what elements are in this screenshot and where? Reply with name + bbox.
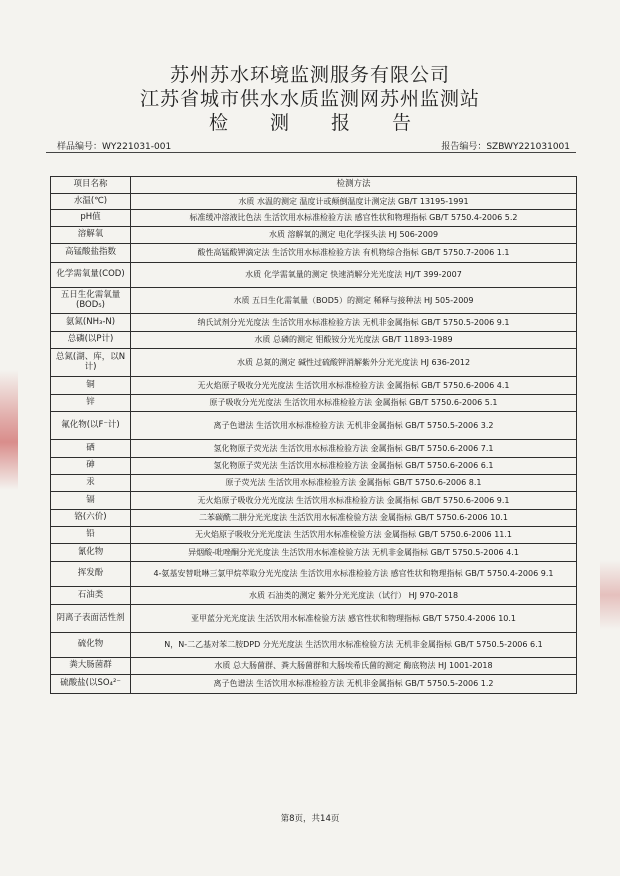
method-cell: 离子色谱法 生活饮用水标准检验方法 无机非金属指标 GB/T 5750.5-2006 3.2: [131, 412, 577, 440]
method-cell: 原子吸收分光光度法 生活饮用水标准检验方法 金属指标 GB/T 5750.6-2006 5.1: [131, 395, 577, 412]
method-cell: 水质 水温的测定 温度计或颠倒温度计测定法 GB/T 13195-1991: [131, 194, 577, 210]
method-cell: 水质 五日生化需氧量（BOD5）的测定 稀释与接种法 HJ 505-2009: [131, 288, 577, 314]
item-name-cell: 砷: [51, 458, 131, 475]
method-cell: 水质 石油类的测定 紫外分光光度法（试行） HJ 970-2018: [131, 587, 577, 605]
item-name-cell: 氰化物: [51, 544, 131, 562]
item-name-cell: 氟化物(以F⁻计): [51, 412, 131, 440]
sample-number: [57, 139, 171, 152]
table-row: [51, 562, 577, 587]
table-header-row: [51, 177, 577, 194]
table-row: [51, 633, 577, 658]
table-row: [51, 412, 577, 440]
report-number: [441, 139, 570, 152]
header-item-name: 项目名称: [51, 177, 131, 194]
method-cell: 水质 化学需氧量的测定 快速消解分光光度法 HJ/T 399-2007: [131, 263, 577, 288]
table-row: [51, 395, 577, 412]
table-row: [51, 349, 577, 377]
sample-number-value: WY221031-001: [102, 142, 172, 152]
table-row: [51, 458, 577, 475]
method-cell: 氢化物原子荧光法 生活饮用水标准检验方法 金属指标 GB/T 5750.6-2006 7.1: [131, 440, 577, 458]
item-name-cell: 硫酸盐(以SO₄²⁻: [51, 675, 131, 694]
item-name-cell: 硒: [51, 440, 131, 458]
item-name-cell: 石油类: [51, 587, 131, 605]
item-name-cell: 挥发酚: [51, 562, 131, 587]
item-name-cell: 铅: [51, 527, 131, 544]
document-title: 检测报告: [208, 112, 453, 134]
item-name-cell: 阴离子表面活性剂: [51, 605, 131, 633]
header-method: 检测方法: [131, 177, 577, 194]
item-name-cell: 硫化物: [51, 633, 131, 658]
table-row: [51, 492, 577, 510]
method-cell: 标准缓冲溶液比色法 生活饮用水标准检验方法 感官性状和物理指标 GB/T 5750.4-2006 5.2: [131, 210, 577, 227]
method-cell: 二苯碳酰二肼分光光度法 生活饮用水标准检验方法 金属指标 GB/T 5750.6-2006 10.1: [131, 510, 577, 527]
method-cell: 无火焰原子吸收分光光度法 生活饮用水标准检验方法 金属指标 GB/T 5750.6-2006 4.1: [131, 377, 577, 395]
method-cell: 氢化物原子荧光法 生活饮用水标准检验方法 金属指标 GB/T 5750.6-2006 6.1: [131, 458, 577, 475]
item-name-cell: 铬(六价): [51, 510, 131, 527]
table-row: [51, 675, 577, 694]
item-name-cell: 总氮(湖、库，以N计): [51, 349, 131, 377]
item-name-cell: 总磷(以P计): [51, 332, 131, 349]
seal-stamp-edge-right: [600, 560, 620, 630]
item-name-cell: 化学需氧量(COD): [51, 263, 131, 288]
page-number: 第8页，共14页: [280, 814, 340, 824]
method-cell: 原子荧光法 生活饮用水标准检验方法 金属指标 GB/T 5750.6-2006 8.1: [131, 475, 577, 492]
method-table: [50, 176, 577, 694]
station-name: 江苏省城市供水水质监测网苏州监测站: [139, 88, 480, 110]
item-name-cell: 五日生化需氧量(BOD₅): [51, 288, 131, 314]
table-row: [51, 244, 577, 263]
table-row: [51, 475, 577, 492]
method-cell: 离子色谱法 生活饮用水标准检验方法 无机非金属指标 GB/T 5750.5-2006 1.2: [131, 675, 577, 694]
table-row: [51, 377, 577, 395]
item-name-cell: 溶解氧: [51, 227, 131, 244]
method-cell: 水质 总氮的测定 碱性过硫酸钾消解紫外分光光度法 HJ 636-2012: [131, 349, 577, 377]
table-row: [51, 587, 577, 605]
table-row: [51, 527, 577, 544]
method-cell: N，N-二乙基对苯二胺DPD 分光光度法 生活饮用水标准检验方法 无机非金属指标 GB/T 5750.5-2006 6.1: [131, 633, 577, 658]
item-name-cell: 水温(℃): [51, 194, 131, 210]
report-number-label: 报告编号：: [441, 142, 487, 152]
item-name-cell: 高锰酸盐指数: [51, 244, 131, 263]
method-cell: 酸性高锰酸钾滴定法 生活饮用水标准检验方法 有机物综合指标 GB/T 5750.7-2006 1.1: [131, 244, 577, 263]
table-row: [51, 510, 577, 527]
method-cell: 亚甲蓝分光光度法 生活饮用水标准检验方法 感官性状和物理指标 GB/T 5750.4-2006 10.1: [131, 605, 577, 633]
table-row: [51, 314, 577, 332]
table-row: [51, 658, 577, 675]
method-cell: 4-氨基安替吡啉三氯甲烷萃取分光光度法 生活饮用水标准检验方法 感官性状和物理指标 GB/T 5750.4-2006 9.1: [131, 562, 577, 587]
item-name-cell: 镉: [51, 492, 131, 510]
method-cell: 异烟酸-吡唑酮分光光度法 生活饮用水标准检验方法 无机非金属指标 GB/T 5750.5-2006 4.1: [131, 544, 577, 562]
method-cell: 水质 溶解氧的测定 电化学探头法 HJ 506-2009: [131, 227, 577, 244]
method-cell: 无火焰原子吸收分光光度法 生活饮用水标准检验方法 金属指标 GB/T 5750.6-2006 11.1: [131, 527, 577, 544]
report-number-value: SZBWY221031001: [486, 142, 570, 152]
header-divider: [46, 152, 576, 153]
item-name-cell: 锌: [51, 395, 131, 412]
table-row: [51, 227, 577, 244]
seal-stamp-edge-left: [0, 370, 18, 490]
table-row: [51, 263, 577, 288]
item-name-cell: 汞: [51, 475, 131, 492]
table-row: [51, 210, 577, 227]
method-cell: 纳氏试剂分光光度法 生活饮用水标准检验方法 无机非金属指标 GB/T 5750.5-2006 9.1: [131, 314, 577, 332]
table-row: [51, 194, 577, 210]
table-row: [51, 544, 577, 562]
table-row: [51, 605, 577, 633]
table-row: [51, 288, 577, 314]
table-row: [51, 332, 577, 349]
method-cell: 水质 总磷的测定 钼酸铵分光光度法 GB/T 11893-1989: [131, 332, 577, 349]
item-name-cell: pH值: [51, 210, 131, 227]
company-name: 苏州苏水环境监测服务有限公司: [169, 64, 450, 86]
method-cell: 水质 总大肠菌群、粪大肠菌群和大肠埃希氏菌的测定 酶底物法 HJ 1001-2018: [131, 658, 577, 675]
table-row: [51, 440, 577, 458]
item-name-cell: 粪大肠菌群: [51, 658, 131, 675]
item-name-cell: 铜: [51, 377, 131, 395]
sample-number-label: 样品编号：: [57, 142, 103, 152]
item-name-cell: 氨氮(NH₃-N): [51, 314, 131, 332]
method-cell: 无火焰原子吸收分光光度法 生活饮用水标准检验方法 金属指标 GB/T 5750.6-2006 9.1: [131, 492, 577, 510]
